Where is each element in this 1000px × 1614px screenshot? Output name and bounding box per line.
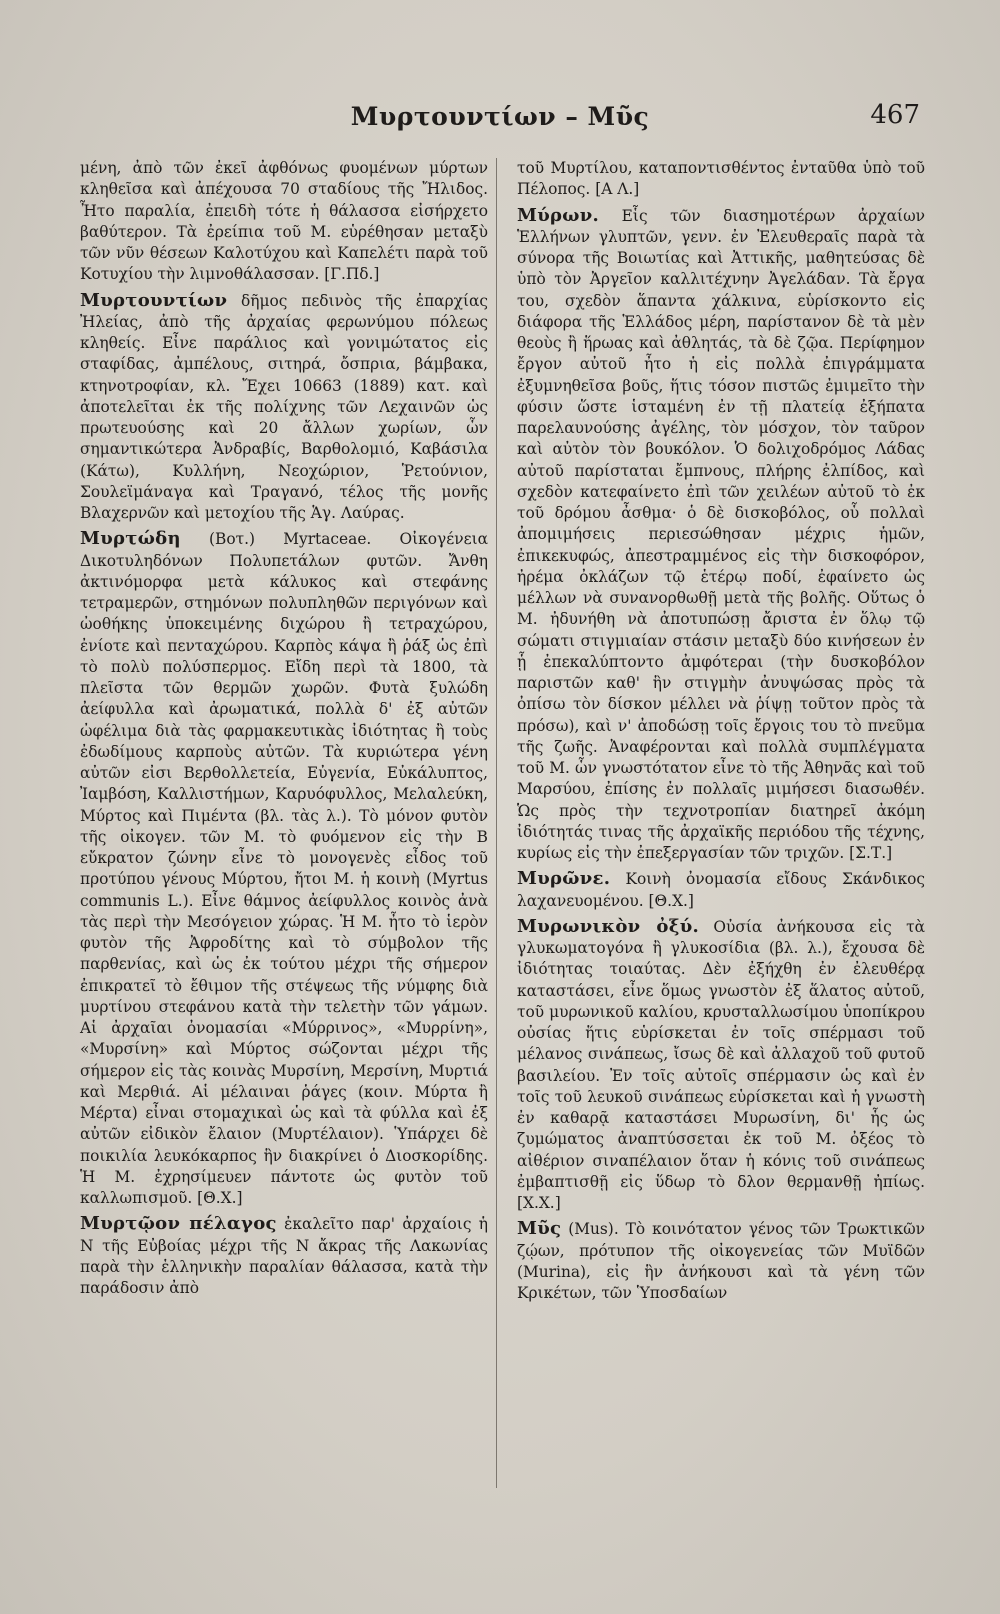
entry [517, 916, 925, 1215]
entry [517, 868, 925, 912]
entry-headword: Μύρων. [517, 204, 600, 226]
entry-text: (Βοτ.) Myrtaceae. Οἰκογένεια Δικοτυληδόνων Πολυπετάλων φυτῶν. Ἄνθη ἀκτινόμορφα μετὰ κάλυκος καὶ στεφάνης τετραμερῶν, στημόνων πολυπληθῶν περιγόνων καὶ ὠοθήκης ὑποκειμένης διχώρου ἢ τετραχώρου, ἐνίοτε καὶ πενταχώρου. Καρπὸς κάψα ἢ ῥάξ ὡς ἐπὶ τὸ πολὺ πολύσπερμος. Εἴδη περὶ τὰ 1800, τὰ πλεῖστα τῶν θερμῶν χωρῶν. Φυτὰ ξυλώδη ἀείφυλλα καὶ ἀρωματικά, πολλὰ δ' ἐξ αὐτῶν ὠφέλιμα διὰ τὰς φαρμακευτικὰς ἰδιότητας ἢ τοὺς ἐδωδίμους καρποὺς αὐτῶν. Τὰ κυριώτερα γένη αὐτῶν εἰσι Βερθολλετεία, Εὐγενία, Εὐκάλυπτος, Ἰαμβόση, Καλλιστήμων, Καρυόφυλλος, Μελαλεύκη, Μύρτος καὶ Πιμέντα (βλ. τὰς λ.). Τὸ μόνον φυτὸν τῆς οἰκογεν. τῶν Μ. τὸ φυόμενον εἰς τὴν Β εὔκρατον ζώνην εἶνε τὸ μονογενὲς εἶδος τοῦ προτύπου γένους Μύρτου, ἤτοι Μ. ἡ κοινὴ (Myrtus communis L.). Εἶνε θάμνος ἀείφυλλος κοινὸς ἀνὰ τὰς περὶ τὴν Μεσόγειον χώρας. Ἡ Μ. ἦτο τὸ ἱερὸν φυτὸν τῆς Ἀφροδίτης καὶ τὸ σύμβολον τῆς παρθενίας, καὶ ὡς ἐκ τούτου μέχρι τῆς σήμερον ἐπικρατεῖ τὸ ἔθιμον τῆς στέψεως τῆς νύμφης διὰ μυρτίνου στεφάνου κατὰ τὴν τελετὴν τῶν γάμων. Αἱ ἀρχαῖαι ὀνομασίαι «Μύρρινος», «Μυρρίνη», «Μυρσίνη» καὶ Μύρτος σώζονται μέχρι τῆς σήμερον εἰς τὰς κοινὰς Μυρσίνη, Μερσίνη, Μυρτιά καὶ Μερθιά. Αἱ μέλαιναι ῥάγες (κοιν. Μύρτα ἢ Μέρτα) εἶναι στομαχικαὶ ὡς καὶ τὰ φύλλα καὶ ἐξ αὐτῶν εἰδικὸν ἔλαιον (Μυρτέλαιον). Ὑπάρχει δὲ ποικιλία λευκόκαρπος ἣν διακρίνει ὁ Διοσκορίδης. Ἡ Μ. ἐχρησίμευεν πάντοτε ὡς φυτὸν τοῦ καλλωπισμοῦ. [Θ.Χ.] [80, 530, 488, 1207]
entry [80, 158, 488, 286]
entry-text: Κοινὴ ὀνομασία εἴδους Σκάνδικος λαχανευομένου. [Θ.Χ.] [517, 870, 925, 910]
entry-text: δῆμος πεδινὸς τῆς ἐπαρχίας Ἠλείας, ἀπὸ τῆς ἀρχαίας φερωνύμου πόλεως κληθείς. Εἶνε παράλιος καὶ γονιμώτατος εἰς σταφίδας, ἀμπέλους, σιτηρά, ὄσπρια, βάμβακα, κτηνοτροφίαν, κλ. Ἔχει 10663 (1889) κατ. καὶ ἀποτελεῖται ἐκ τῆς πολίχνης τῶν Λεχαινῶν ὡς πρωτευούσης καὶ 20 ἄλλων χωρίων, ὧν σημαντικώτερα Ἀνδραβίς, Βαρθολομιό, Καβάσιλα (Κάτω), Κυλλήνη, Νεοχώριον, Ῥετούνιον, Σουλεϊμάναγα καὶ Τραγανό, τέλος τῆς μονῆς Βλαχερνῶν καὶ μετοχίου τῆς Ἁγ. Λαύρας. [80, 291, 488, 522]
entry-headword: Μῦς [517, 1218, 562, 1240]
left-column [80, 158, 488, 1303]
entry-headword: Μυρτουντίων [80, 289, 228, 311]
entry [517, 1218, 925, 1304]
entry [80, 290, 488, 525]
entry-text: (Mus). Τὸ κοινότατον γένος τῶν Τρωκτικῶν ζῴων, πρότυπον τῆς οἰκογενείας τῶν Μυϊδῶν (Murina), εἰς ἣν ἀνήκουσι καὶ τὰ γένη τῶν Κρικέτων, τῶν Ὑποσδαίων [517, 1220, 925, 1302]
entry-text: μένη, ἀπὸ τῶν ἐκεῖ ἀφθόνως φυομένων μύρτων κληθεῖσα καὶ ἀπέχουσα 70 σταδίους τῆς Ἤλιδος. Ἦτο παραλία, ἐπειδὴ τότε ἡ θάλασσα εἰσήρχετο βαθύτερον. Τὰ ἐρείπια τοῦ Μ. εὑρέθησαν μεταξὺ τῶν νῦν θέσεων Καλοτύχου καὶ Καπελέτι παρὰ τοῦ Κοτυχίου τὴν λιμνοθάλασσαν. [Γ.Πδ.] [80, 159, 488, 284]
entry-headword: Μυρτώδη [80, 528, 181, 550]
running-head: Μυρτουντίων – Μῦς [350, 102, 650, 131]
entry-text: Οὐσία ἀνήκουσα εἰς τὰ γλυκωματογόνα ἢ γλυκοσίδια (βλ. λ.), ἔχουσα δὲ ἰδιότητας τοιαύτας. Δὲν ἐξήχθη ἐν ἐλευθέρᾳ καταστάσει, εἶνε ὅμως γνωστὸν ἐξ ἅλατος αὐτοῦ, τοῦ μυρωνικοῦ καλίου, κρυσταλλωσίμου ὑποπίκρου οὐσίας ἥτις εὑρίσκεται ἐν τοῖς σπέρμασι τοῦ μέλανος σινάπεως, ἴσως δὲ καὶ ἀλλαχοῦ τοῦ φυτοῦ βασιλείου. Ἐν τοῖς αὐτοῖς σπέρμασιν ὡς καὶ ἐν τοῖς τοῦ λευκοῦ σινάπεως εὑρίσκεται καὶ ἡ γνωστὴ ἐν καθαρᾷ καταστάσει Μυρωσίνη, δι' ἧς ὡς ζυμώματος ἀναπτύσσεται ἐκ τοῦ Μ. ὀξέος τὸ αἰθέριον σιναπέλαιον ὅταν ἡ κόνις τοῦ σινάπεως ἐμβαπτισθῇ εἰς ὕδωρ τὸ δλον θερμανθῇ ἠπίως. [Χ.Χ.] [517, 917, 925, 1212]
entry-headword: Μυρωνικὸν ὀξύ. [517, 915, 700, 937]
entry-text: Εἷς τῶν διασημοτέρων ἀρχαίων Ἑλλήνων γλυπτῶν, γενν. ἐν Ἐλευθεραῖς παρὰ τὰ σύνορα τῆς Βοιωτίας καὶ Ἀττικῆς, μαθητεύσας δὲ ὑπὸ τὸν Ἀργεῖον καλλιτέχνην Ἀγελάδαν. Τὰ ἔργα του, σχεδὸν ἅπαντα χάλκινα, εὑρίσκοντο εἰς διάφορα τῆς Ἑλλάδος μέρη, παρίστανον δὲ τὰ μὲν θεοὺς ἢ ἥρωας καὶ ἀθλητάς, τὰ δὲ ζῷα. Περίφημον ἔργον αὐτοῦ ἦτο ἡ εἰς πολλὰ ἐπιγράμματα ἐξυμνηθεῖσα βοῦς, ἥτις τόσον πιστῶς ἐμιμεῖτο τὴν φύσιν ὥστε ἱσταμένη ἐν τῇ πλατείᾳ ἐξήπατα παρελαυνούσης ἀγέλης, τὸν μόσχον, τὸν ταῦρον καὶ αὐτὸν τὸν βουκόλον. Ὁ δολιχοδρόμος Λάδας αὐτοῦ παρίσταται ἔμπνους, πλήρης ἐλπίδος, καὶ σχεδὸν κατεφαίνετο ἐπὶ τῶν χειλέων αὐτοῦ τὸ ἐκ τοῦ δρόμου ἆσθμα· ὁ δὲ δισκοβόλος, οὗ πολλαὶ ἀπομιμήσεις περιεσώθησαν μέχρις ἡμῶν, ἐπικεκυφώς, ἀπεστραμμένος εἰς τὴν δισκοφόρον, ἠρέμα ὀκλάζων τῷ ἑτέρῳ ποδί, ἐφαίνετο ὡς μέλλων νὰ συνανορθωθῇ μετὰ τῆς βολῆς. Οὕτως ὁ Μ. ἠδυνήθη νὰ ἀποτυπώσῃ ἄριστα ἐν ὅλῳ τῷ σώματι στιγμιαίαν στάσιν μεταξὺ δύο κινήσεων ἐν ᾗ ἐπεκαλύπτοντο ἀμφότεραι (τὴν δυσκοβόλον παριστῶν καθ' ἣν στιγμὴν ἀνυψώσας πρὸς τὰ ὀπίσω τὸν δίσκον μέλλει νὰ ῥίψῃ τοῦτον πρὸς τὰ πρόσω), καὶ ν' ἀποδώσῃ τοῖς ἔργοις του τὸ πνεῦμα τῆς ζωῆς. Ἀναφέρονται καὶ πολλὰ συμπλέγματα τοῦ Μ. ὧν γνωστότατον εἶνε τὸ τῆς Ἀθηνᾶς καὶ τοῦ Μαρσύου, ἐπίσης ἐν πολλαῖς μιμήσεσι διασωθέν. Ὡς πρὸς τὴν τεχνοτροπίαν διατηρεῖ ἀκόμη ἰδιότητάς τινας τῆς ἀρχαϊκῆς περιόδου τῆς τέχνης, κυρίως εἰς τὴν ἐπεξεργασίαν τῶν τριχῶν. [Σ.Τ.] [517, 206, 925, 862]
entry [517, 205, 925, 865]
entry [80, 1213, 488, 1299]
right-column [517, 158, 925, 1308]
column-divider [496, 158, 497, 1488]
page-header [0, 100, 1000, 140]
entry [517, 158, 925, 201]
page-number: 467 [870, 100, 920, 130]
entry-headword: Μυρτῷον πέλαγος [80, 1213, 277, 1235]
entry-text: τοῦ Μυρτίλου, καταποντισθέντος ἐνταῦθα ὑπὸ τοῦ Πέλοπος. [Α Λ.] [517, 159, 925, 199]
entry [80, 528, 488, 1209]
entry-headword: Μυρῶνε. [517, 868, 611, 890]
entry-text: ἐκαλεῖτο παρ' ἀρχαίοις ἡ Ν τῆς Εὐβοίας μέχρι τῆς Ν ἄκρας τῆς Λακωνίας παρὰ τὴν ἑλληνικὴν παραλίαν θάλασσα, κατὰ τὴν παράδοσιν ἀπὸ [80, 1215, 488, 1297]
